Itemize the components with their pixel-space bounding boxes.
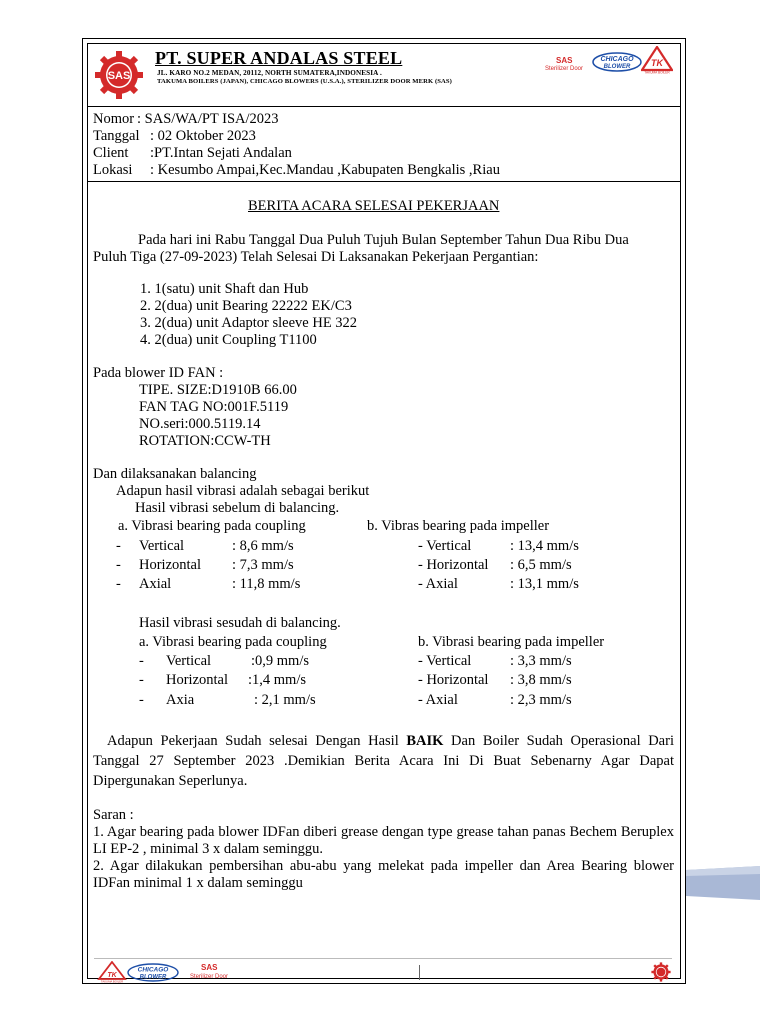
blower-spec: ROTATION:CCW-TH: [139, 433, 271, 449]
company-address: JL. KARO NO.2 MEDAN, 20112, NORTH SUMATERA,INDONESIA .: [157, 69, 382, 77]
meta-divider: [87, 181, 681, 182]
header-sas-subtitle: Sterilizer Door: [545, 66, 584, 72]
svg-text:TK: TK: [651, 58, 663, 68]
blower-spec: TIPE. SIZE:D1910B 66.00: [139, 382, 297, 398]
footer-chicago-blower-logo: [127, 963, 179, 982]
header-divider: [87, 106, 681, 107]
after-coupling-value: : 2,1 mm/s: [254, 692, 316, 708]
svg-text:BLOWER: BLOWER: [603, 64, 631, 70]
dash-marker: -: [116, 538, 121, 554]
nomor-label: Nomor: [93, 111, 135, 127]
after-coupling-label: Vertical: [166, 653, 212, 669]
footer-divider: [94, 958, 672, 959]
before-coupling-value: : 8,6 mm/s: [232, 538, 294, 554]
before-impeller-value: : 13,4 mm/s: [510, 538, 579, 554]
intro-line-2: Puluh Tiga (27-09-2023) Telah Selesai Di Laksanakan Pekerjaan Pergantian:: [93, 249, 539, 265]
after-impeller-label: - Axial: [418, 692, 458, 708]
after-impeller-value: : 3,3 mm/s: [510, 653, 572, 669]
footer-sas-gear-logo: [651, 962, 671, 982]
after-balancing-heading: Hasil vibrasi sesudah di balancing.: [139, 615, 341, 631]
side-tab-decoration: [686, 866, 760, 900]
after-impeller-label: - Horizontal: [418, 672, 489, 688]
header-sas-logo: SAS: [556, 56, 573, 65]
saran-heading: Saran :: [93, 807, 134, 823]
before-coupling-value: : 7,3 mm/s: [232, 557, 294, 573]
company-brands-line: TAKUMA BOILERS (JAPAN), CHICAGO BLOWERS (U.S.A.), STERILIZER DOOR MERK (SAS): [157, 78, 452, 85]
blower-spec: NO.seri:000.5119.14: [139, 416, 261, 432]
dash-marker: -: [139, 692, 144, 708]
saran-item-2: 2. Agar dilakukan pembersihan abu-abu yang melekat pada impeller dan Area Bearing blower IDFan minimal 1 x dalam seminggu: [93, 858, 674, 891]
dash-marker: -: [139, 672, 144, 688]
vibration-intro: Adapun hasil vibrasi adalah sebagai berikut: [116, 483, 370, 499]
after-coupling-heading: a. Vibrasi bearing pada coupling: [139, 634, 327, 650]
closing-result-bold: BAIK: [406, 733, 444, 749]
before-balancing-heading: Hasil vibrasi sebelum di balancing.: [135, 500, 340, 516]
work-item: 4. 2(dua) unit Coupling T1100: [140, 332, 317, 348]
before-impeller-heading: b. Vibras bearing pada impeller: [367, 518, 550, 534]
saran-item-1: 1. Agar bearing pada blower IDFan diberi grease dengan type grease tahan panas Bechem Beruplex LI EP-2 , minimal 3 x dalam seminggu.: [93, 824, 674, 857]
svg-text:CHICAGO: CHICAGO: [600, 56, 634, 63]
before-impeller-label: - Axial: [418, 576, 458, 592]
nomor-value: : SAS/WA/PT ISA/2023: [137, 111, 279, 127]
work-item: 1. 1(satu) unit Shaft dan Hub: [140, 281, 309, 297]
before-impeller-label: - Vertical: [418, 538, 472, 554]
before-coupling-heading: a. Vibrasi bearing pada coupling: [118, 518, 306, 534]
footer-sas-subtitle: Sterilizer Door: [190, 974, 229, 980]
after-impeller-value: : 2,3 mm/s: [510, 692, 572, 708]
work-item: 3. 2(dua) unit Adaptor sleeve HE 322: [140, 315, 358, 331]
dash-marker: -: [116, 557, 121, 573]
footer-sas-logo: SAS: [201, 963, 218, 972]
footer-separator: [419, 965, 420, 980]
svg-text:BLOWER: BLOWER: [139, 974, 167, 981]
before-coupling-label: Axial: [139, 576, 172, 592]
balancing-line: Dan dilaksanakan balancing: [93, 466, 257, 482]
after-impeller-heading: b. Vibrasi bearing pada impeller: [418, 634, 605, 650]
header-takuma-logo: [641, 46, 673, 74]
client-label: Client: [93, 145, 129, 161]
work-item: 2. 2(dua) unit Bearing 22222 EK/C3: [140, 298, 352, 314]
client-value: :PT.Intan Sejati Andalan: [150, 145, 292, 161]
blower-heading: Pada blower ID FAN :: [93, 365, 224, 381]
after-impeller-value: : 3,8 mm/s: [510, 672, 572, 688]
sas-gear-logo: [94, 50, 144, 100]
closing-text-pre: Adapun Pekerjaan Sudah selesai Dengan Hasil: [107, 733, 407, 749]
dash-marker: -: [116, 576, 121, 592]
intro-line-1: Pada hari ini Rabu Tanggal Dua Puluh Tujuh Bulan September Tahun Dua Ribu Dua: [138, 232, 629, 248]
footer-takuma-text: TAKUMA BOILER: [100, 979, 124, 983]
after-coupling-label: Horizontal: [166, 672, 229, 688]
svg-text:CHICAGO: CHICAGO: [137, 966, 169, 974]
tanggal-value: : 02 Oktober 2023: [150, 128, 256, 144]
before-coupling-value: : 11,8 mm/s: [232, 576, 301, 592]
svg-text:TAKUMA BOILER: TAKUMA BOILER: [644, 70, 670, 74]
footer-takuma-logo: [97, 961, 127, 983]
closing-paragraph: [93, 731, 674, 791]
dash-marker: -: [139, 653, 144, 669]
lokasi-value: : Kesumbo Ampai,Kec.Mandau ,Kabupaten Bengkalis ,Riau: [150, 162, 500, 178]
before-impeller-label: - Horizontal: [418, 557, 489, 573]
tanggal-label: Tanggal: [93, 128, 140, 144]
before-coupling-label: Horizontal: [139, 557, 202, 573]
logo-text: SAS: [107, 70, 131, 82]
closing-text-post: Dan Boiler Sudah Operasional Dari Tanggal 27 September 2023 .Demikian Berita Acara Ini Di Buat Sebenarny Agar Dapat Dipergunakan Seperlunya.: [93, 733, 674, 789]
before-impeller-value: : 6,5 mm/s: [510, 557, 572, 573]
after-coupling-value: :0,9 mm/s: [251, 653, 310, 669]
svg-text:TK: TK: [107, 972, 117, 979]
company-name: PT. SUPER ANDALAS STEEL: [155, 48, 403, 68]
after-impeller-label: - Vertical: [418, 653, 472, 669]
header-chicago-blower-logo: [592, 52, 642, 72]
before-impeller-value: : 13,1 mm/s: [510, 576, 579, 592]
document-title: BERITA ACARA SELESAI PEKERJAAN: [248, 198, 500, 214]
after-coupling-label: Axia: [166, 692, 195, 708]
after-coupling-value: :1,4 mm/s: [248, 672, 307, 688]
blower-spec: FAN TAG NO:001F.5119: [139, 399, 289, 415]
lokasi-label: Lokasi: [93, 162, 133, 178]
before-coupling-label: Vertical: [139, 538, 185, 554]
